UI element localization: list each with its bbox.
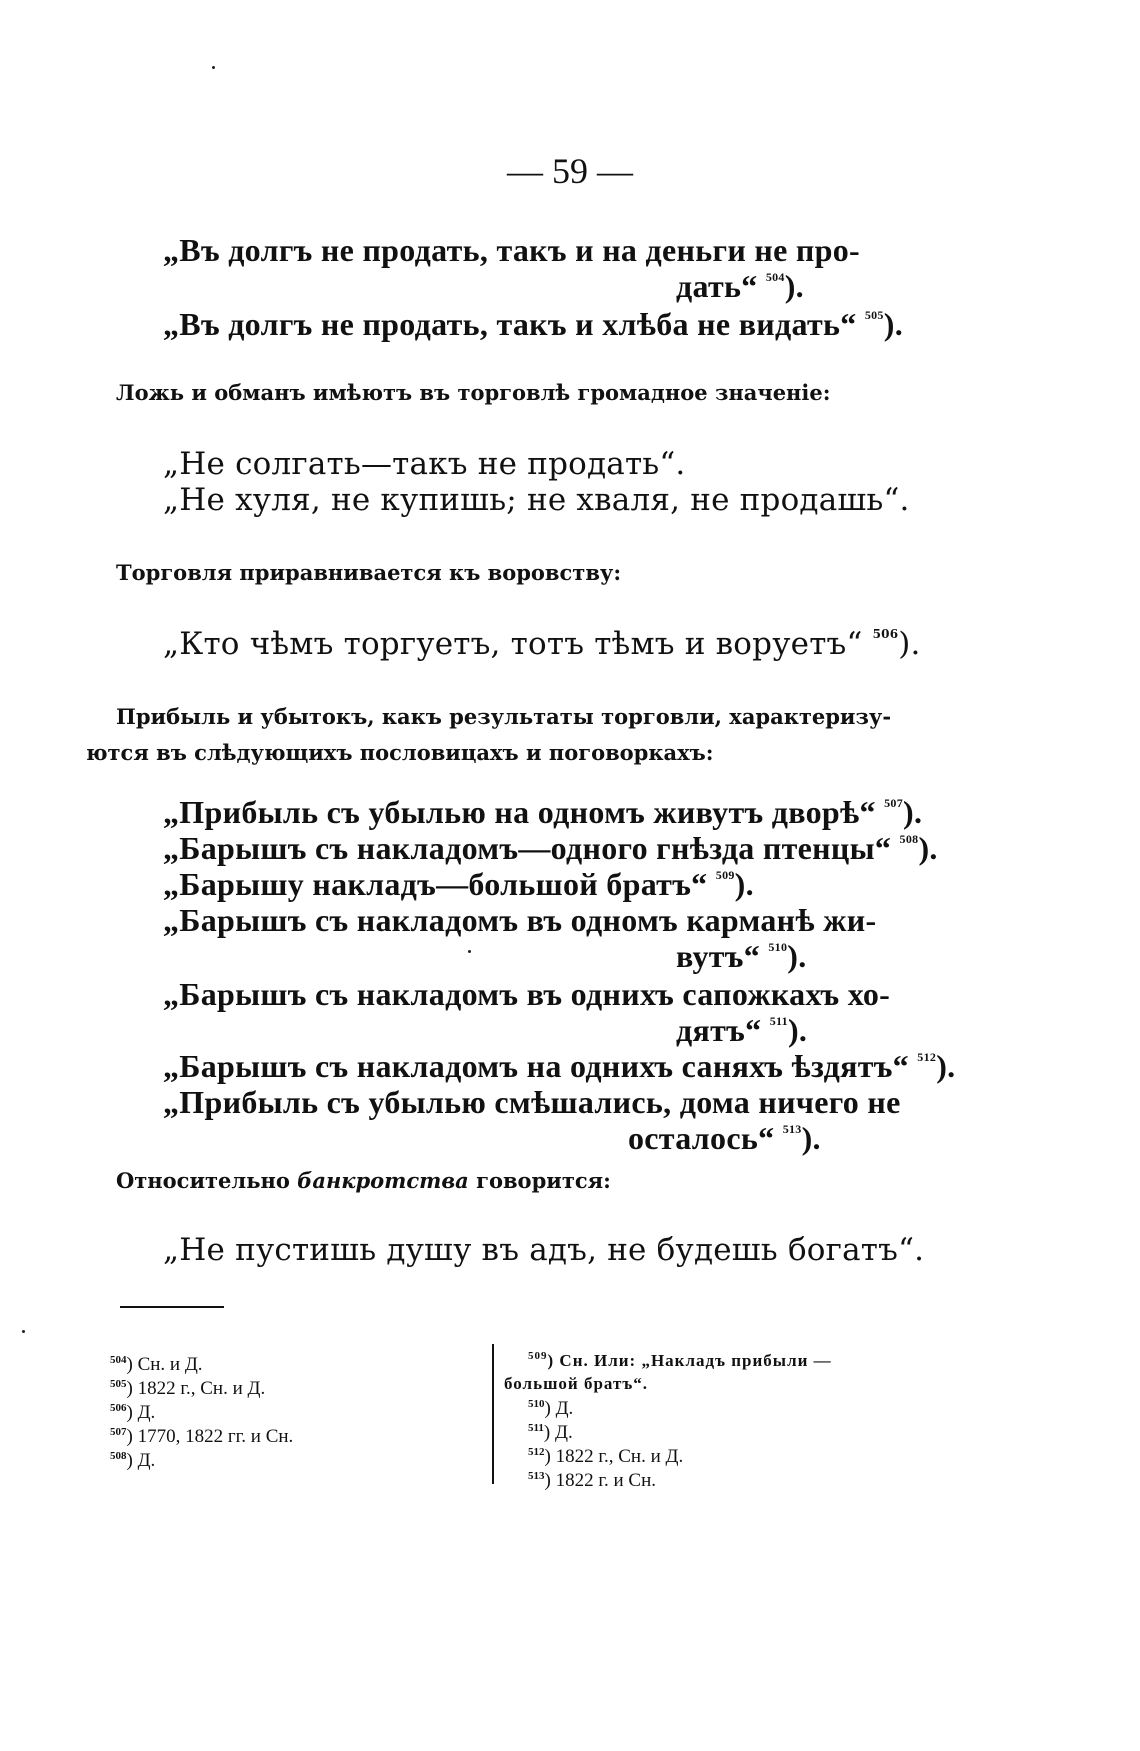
footnote-ref-507: 507 bbox=[884, 796, 903, 810]
proverb-507-close: ). bbox=[903, 794, 923, 830]
footnote-507-text: ) 1770, 1822 гг. и Сн. bbox=[126, 1426, 294, 1447]
footnote-509 bbox=[528, 1350, 832, 1371]
proverb-506-close: ). bbox=[898, 626, 921, 662]
proverb-510-text-b: вутъ“ bbox=[676, 938, 761, 974]
footnote-511-num: 511 bbox=[528, 1422, 544, 1434]
proverb-511-text-a: „Барышъ съ накладомъ въ однихъ сапожкахъ хо- bbox=[163, 976, 891, 1012]
footnote-ref-508: 508 bbox=[899, 832, 919, 846]
proverb-512-close: ). bbox=[936, 1048, 956, 1084]
intro-bankruptcy bbox=[116, 1168, 611, 1193]
proverb-506-text: „Кто чѣмъ торгуетъ, тотъ тѣмъ и воруетъ“ bbox=[163, 626, 863, 662]
page-number: — 59 — bbox=[507, 151, 633, 191]
footnote-ref-505: 505 bbox=[864, 308, 884, 322]
proverb-513-close: ). bbox=[801, 1120, 821, 1156]
scan-speck bbox=[22, 1330, 25, 1333]
proverb-513-text-b: осталось“ bbox=[628, 1120, 775, 1156]
footnote-505 bbox=[110, 1378, 265, 1400]
proverb-505-text: „Въ долгъ не продать, такъ и хлѣба не видать“ bbox=[163, 306, 857, 342]
proverb-510-line2 bbox=[676, 938, 807, 975]
footnote-ref-510: 510 bbox=[768, 940, 788, 954]
proverb-504-close: ). bbox=[784, 268, 804, 304]
proverb-507 bbox=[163, 794, 922, 831]
footnote-513-text: ) 1822 г. и Сн. bbox=[544, 1470, 656, 1491]
footnote-ref-511: 511 bbox=[769, 1014, 788, 1028]
proverb-504-line2 bbox=[676, 268, 804, 305]
proverb-507-text: „Прибыль съ убылью на одномъ живутъ дворѣ“ bbox=[163, 794, 876, 830]
footnote-509-cont-text: большой братъ“. bbox=[504, 1374, 649, 1393]
proverb-505-close: ). bbox=[883, 306, 903, 342]
footnote-508-text: ) Д. bbox=[126, 1450, 156, 1471]
footnote-513-num: 513 bbox=[528, 1470, 545, 1482]
footnote-506 bbox=[110, 1402, 155, 1424]
footnote-511-text: ) Д. bbox=[543, 1422, 573, 1443]
proverb-513-line1 bbox=[163, 1084, 901, 1121]
footnote-508 bbox=[110, 1450, 155, 1472]
intro-profit-loss-line2: ются въ слѣдующихъ пословицахъ и поговоркахъ: bbox=[86, 740, 714, 765]
proverb-511-line2 bbox=[676, 1012, 807, 1049]
proverb-511-close: ). bbox=[787, 1012, 808, 1048]
proverb-513-line2 bbox=[628, 1120, 821, 1157]
intro-trade-theft: Торговля приравнивается къ воровству: bbox=[116, 560, 622, 585]
proverb-506 bbox=[163, 626, 921, 662]
proverb-512 bbox=[163, 1048, 955, 1085]
footnote-505-text: ) 1822 г., Сн. и Д. bbox=[126, 1378, 266, 1399]
footnote-507 bbox=[110, 1426, 293, 1448]
footnote-ref-504: 504 bbox=[765, 270, 785, 284]
proverb-505 bbox=[163, 306, 903, 343]
proverb-508-close: ). bbox=[918, 830, 938, 866]
footnote-506-text: ) Д. bbox=[126, 1402, 156, 1423]
intro-profit-loss-line1: Прибыль и убытокъ, какъ результаты торговли, характеризу- bbox=[116, 704, 892, 729]
footnote-ref-512: 512 bbox=[917, 1050, 937, 1064]
footnote-509-num: 509 bbox=[528, 1350, 548, 1362]
proverb-510-text-a: „Барышъ съ накладомъ въ одномъ карманѣ жи- bbox=[163, 902, 877, 938]
proverb-504-text: дать“ bbox=[676, 268, 758, 304]
footnote-504-text: ) Сн. и Д. bbox=[126, 1354, 203, 1375]
footnote-513 bbox=[528, 1470, 656, 1492]
footnote-510-num: 510 bbox=[528, 1398, 545, 1410]
proverb-508 bbox=[163, 830, 938, 867]
proverb-510-line1 bbox=[163, 902, 876, 939]
proverb-511-line1 bbox=[163, 976, 890, 1013]
footnote-507-num: 507 bbox=[110, 1426, 127, 1438]
footnote-ref-513: 513 bbox=[782, 1122, 802, 1136]
footnote-512-text: ) 1822 г., Сн. и Д. bbox=[544, 1446, 684, 1467]
footnote-511 bbox=[528, 1422, 573, 1444]
intro-lie-deception: Ложь и обманъ имѣютъ въ торговлѣ громадное значеніе: bbox=[116, 380, 831, 405]
proverb-510-close: ). bbox=[787, 938, 807, 974]
footnote-509-cont bbox=[504, 1374, 648, 1394]
footnote-510-text: ) Д. bbox=[544, 1398, 574, 1419]
proverb-511-text-b: дятъ“ bbox=[676, 1012, 762, 1048]
proverb-bankruptcy: „Не пустишь душу въ адъ, не будешь богатъ“. bbox=[163, 1232, 925, 1268]
footnote-rule bbox=[120, 1306, 224, 1308]
proverb-504-line1: „Въ долгъ не продать, такъ и на деньги не про- bbox=[163, 232, 860, 268]
footnote-504 bbox=[110, 1354, 203, 1376]
proverb-513-text-a: „Прибыль съ убылью смѣшались, дома ничего не bbox=[163, 1084, 901, 1120]
footnote-510 bbox=[528, 1398, 573, 1420]
intro-bankruptcy-pre: Относительно bbox=[116, 1168, 298, 1193]
scan-speck bbox=[212, 66, 215, 69]
footnote-column-separator bbox=[492, 1344, 494, 1484]
footnote-512 bbox=[528, 1446, 683, 1468]
proverb-509-close: ). bbox=[734, 866, 754, 902]
footnote-ref-509: 509 bbox=[715, 868, 735, 882]
footnote-ref-506: 506 bbox=[872, 627, 899, 641]
intro-bankruptcy-italic: банкротства bbox=[297, 1168, 469, 1193]
proverb-508-text: „Барышъ съ накладомъ—одного гнѣзда птенцы“ bbox=[163, 830, 892, 866]
footnote-504-num: 504 bbox=[110, 1354, 127, 1366]
proverb-512-text: „Барышъ съ накладомъ на однихъ саняхъ ѣздятъ“ bbox=[163, 1048, 909, 1084]
proverb-509-text: „Барышу накладъ—большой братъ“ bbox=[163, 866, 708, 902]
footnote-506-num: 506 bbox=[110, 1402, 127, 1414]
proverb-lie-1: „Не солгать—такъ не продать“. bbox=[163, 446, 686, 482]
proverb-lie-2: „Не хуля, не купишь; не хваля, не продашь“. bbox=[163, 482, 910, 518]
proverb-509 bbox=[163, 866, 754, 903]
footnote-509-text: ) Сн. Или: „Накладъ прибыли — bbox=[547, 1351, 832, 1370]
footnote-505-num: 505 bbox=[110, 1378, 127, 1390]
footnote-512-num: 512 bbox=[528, 1446, 545, 1458]
scan-speck bbox=[468, 950, 471, 953]
intro-bankruptcy-post: говорится: bbox=[468, 1168, 611, 1193]
footnote-508-num: 508 bbox=[110, 1450, 127, 1462]
